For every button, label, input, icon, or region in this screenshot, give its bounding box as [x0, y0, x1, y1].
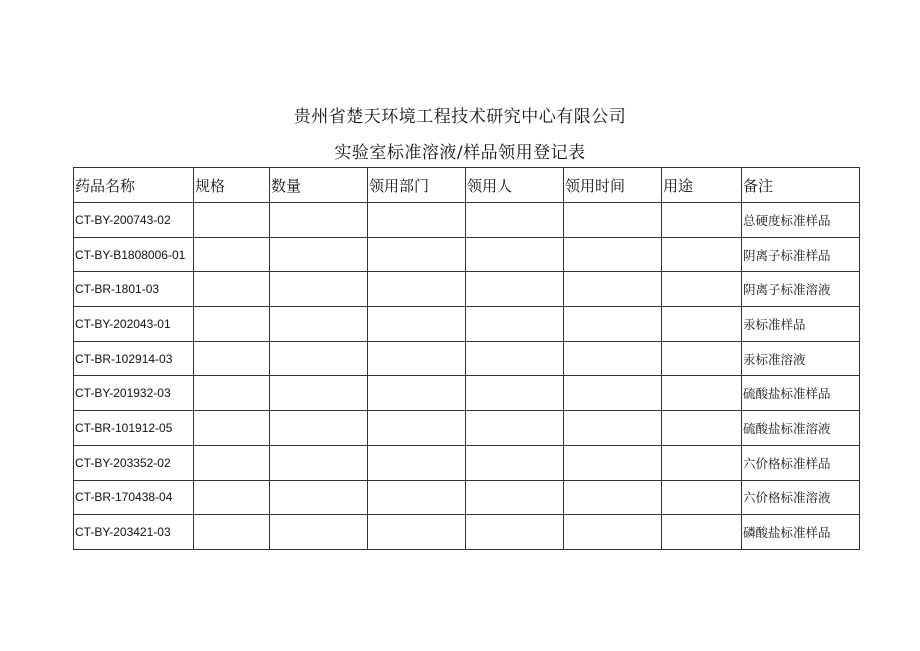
cell-remarks: 阴离子标准样品 — [742, 237, 860, 272]
header-time: 领用时间 — [564, 168, 662, 203]
cell-remarks: 磷酸盐标准样品 — [742, 515, 860, 550]
cell-drug-name: CT-BY-200743-02 — [74, 203, 194, 238]
cell-department — [368, 203, 466, 238]
cell-department — [368, 237, 466, 272]
form-title: 实验室标准溶液/样品领用登记表 — [334, 143, 586, 163]
cell-quantity — [270, 272, 368, 307]
cell-drug-name: CT-BY-B1808006-01 — [74, 237, 194, 272]
cell-drug-name: CT-BY-201932-03 — [74, 376, 194, 411]
cell-department — [368, 480, 466, 515]
cell-time — [564, 272, 662, 307]
header-spec: 规格 — [194, 168, 270, 203]
cell-time — [564, 237, 662, 272]
header-drug-name: 药品名称 — [74, 168, 194, 203]
cell-drug-name: CT-BY-203352-02 — [74, 445, 194, 480]
cell-remarks: 阴离子标准溶液 — [742, 272, 860, 307]
register-table — [73, 167, 860, 550]
cell-time — [564, 411, 662, 446]
cell-recipient — [466, 237, 564, 272]
cell-department — [368, 272, 466, 307]
cell-quantity — [270, 411, 368, 446]
cell-remarks: 硫酸盐标准溶液 — [742, 411, 860, 446]
table-body — [74, 203, 860, 550]
table-row — [74, 272, 860, 307]
cell-department — [368, 341, 466, 376]
cell-recipient — [466, 480, 564, 515]
header-department: 领用部门 — [368, 168, 466, 203]
table-row — [74, 341, 860, 376]
cell-spec — [194, 272, 270, 307]
cell-purpose — [662, 376, 742, 411]
cell-purpose — [662, 341, 742, 376]
cell-quantity — [270, 203, 368, 238]
cell-remarks: 六价格标准样品 — [742, 445, 860, 480]
cell-time — [564, 445, 662, 480]
cell-drug-name: CT-BR-1801-03 — [74, 272, 194, 307]
cell-recipient — [466, 203, 564, 238]
cell-spec — [194, 411, 270, 446]
cell-spec — [194, 341, 270, 376]
table-row — [74, 307, 860, 342]
cell-quantity — [270, 307, 368, 342]
cell-time — [564, 203, 662, 238]
cell-remarks: 汞标准样品 — [742, 307, 860, 342]
cell-purpose — [662, 411, 742, 446]
cell-drug-name: CT-BY-202043-01 — [74, 307, 194, 342]
cell-purpose — [662, 515, 742, 550]
cell-remarks: 汞标准溶液 — [742, 341, 860, 376]
header-remarks: 备注 — [742, 168, 860, 203]
cell-time — [564, 376, 662, 411]
cell-quantity — [270, 480, 368, 515]
cell-recipient — [466, 272, 564, 307]
table-row — [74, 376, 860, 411]
cell-spec — [194, 203, 270, 238]
cell-department — [368, 515, 466, 550]
cell-purpose — [662, 203, 742, 238]
cell-remarks: 硫酸盐标准样品 — [742, 376, 860, 411]
cell-time — [564, 515, 662, 550]
cell-purpose — [662, 237, 742, 272]
cell-purpose — [662, 445, 742, 480]
cell-time — [564, 480, 662, 515]
table-row — [74, 445, 860, 480]
cell-quantity — [270, 445, 368, 480]
cell-spec — [194, 237, 270, 272]
cell-spec — [194, 376, 270, 411]
cell-department — [368, 376, 466, 411]
cell-drug-name: CT-BR-170438-04 — [74, 480, 194, 515]
cell-time — [564, 307, 662, 342]
header-row — [74, 168, 860, 203]
header-quantity: 数量 — [270, 168, 368, 203]
cell-drug-name: CT-BR-101912-05 — [74, 411, 194, 446]
cell-recipient — [466, 307, 564, 342]
header-purpose: 用途 — [662, 168, 742, 203]
cell-drug-name: CT-BR-102914-03 — [74, 341, 194, 376]
cell-recipient — [466, 445, 564, 480]
table-row — [74, 237, 860, 272]
cell-purpose — [662, 480, 742, 515]
cell-spec — [194, 480, 270, 515]
cell-quantity — [270, 341, 368, 376]
cell-recipient — [466, 411, 564, 446]
cell-quantity — [270, 515, 368, 550]
cell-quantity — [270, 376, 368, 411]
company-title: 贵州省楚天环境工程技术研究中心有限公司 — [293, 107, 627, 127]
cell-department — [368, 445, 466, 480]
table-row — [74, 203, 860, 238]
table-row — [74, 411, 860, 446]
cell-quantity — [270, 237, 368, 272]
cell-drug-name: CT-BY-203421-03 — [74, 515, 194, 550]
cell-recipient — [466, 341, 564, 376]
cell-remarks: 总硬度标准样品 — [742, 203, 860, 238]
cell-purpose — [662, 307, 742, 342]
cell-spec — [194, 515, 270, 550]
cell-time — [564, 341, 662, 376]
table-row — [74, 515, 860, 550]
cell-recipient — [466, 515, 564, 550]
cell-spec — [194, 307, 270, 342]
cell-purpose — [662, 272, 742, 307]
cell-department — [368, 411, 466, 446]
cell-recipient — [466, 376, 564, 411]
table-row — [74, 480, 860, 515]
cell-remarks: 六价格标准溶液 — [742, 480, 860, 515]
header-recipient: 领用人 — [466, 168, 564, 203]
cell-department — [368, 307, 466, 342]
cell-spec — [194, 445, 270, 480]
